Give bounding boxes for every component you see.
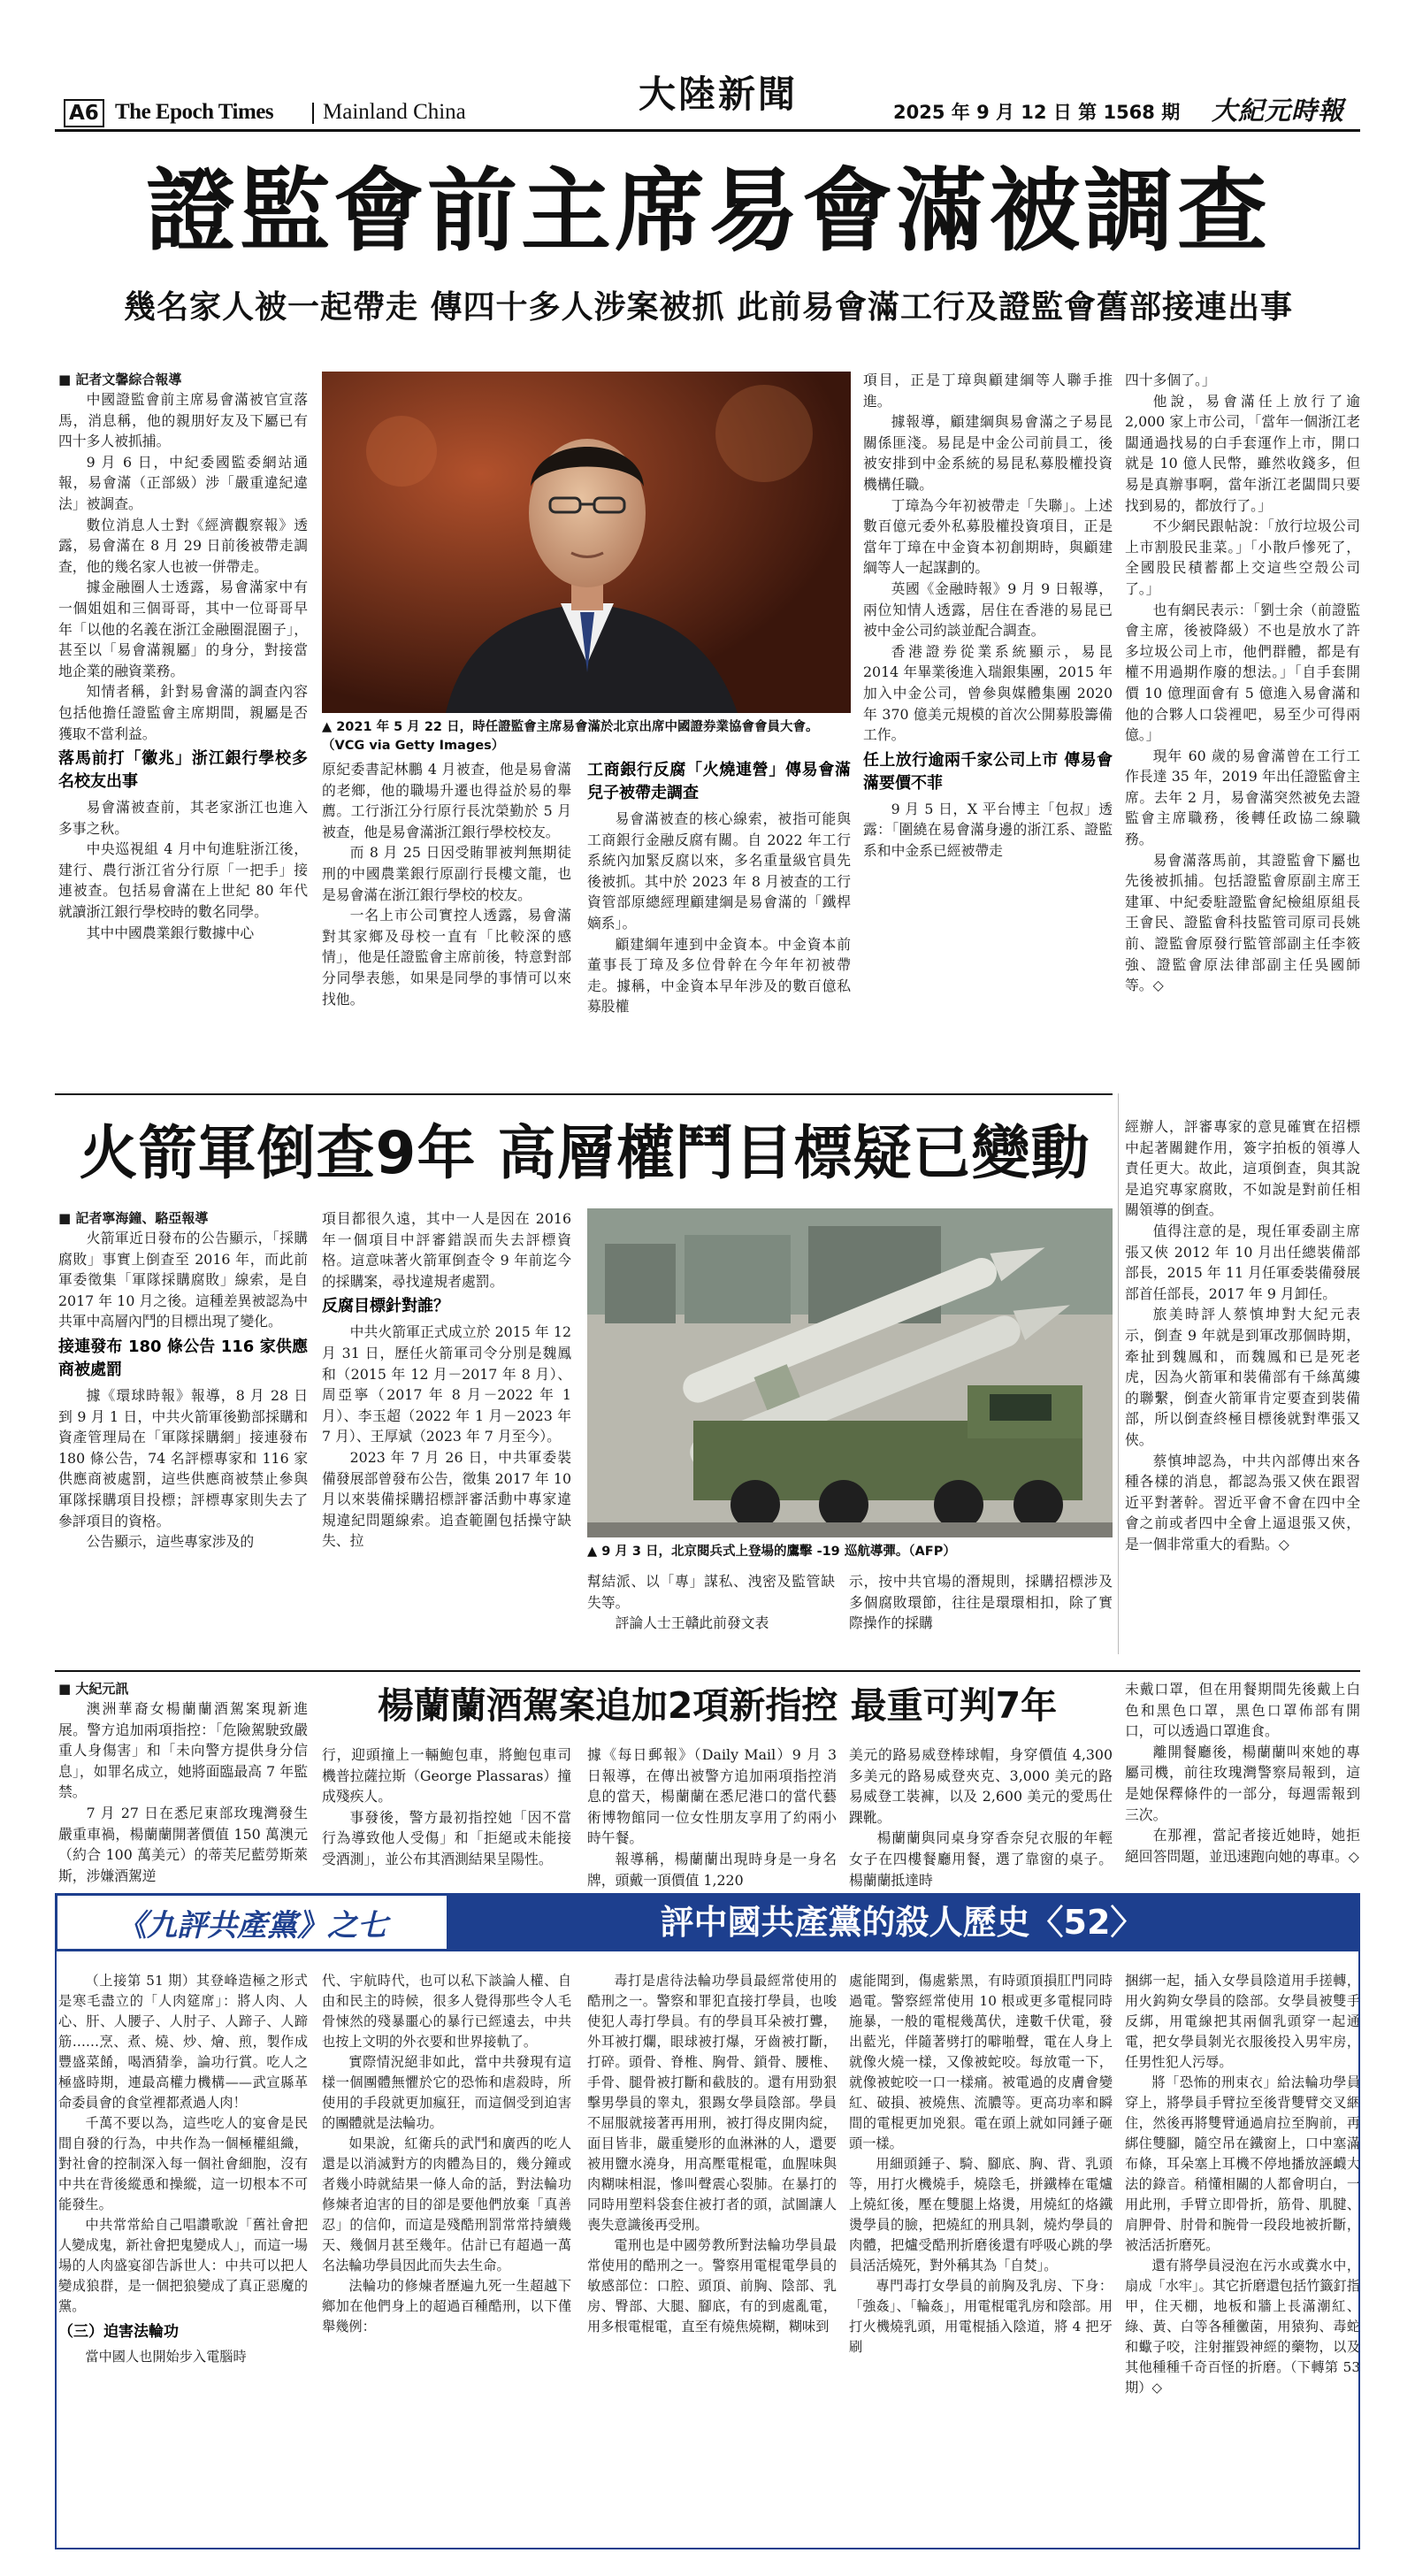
article3-headline: 楊蘭蘭酒駕案追加2項新指控 最重可判7年 xyxy=(377,1684,1058,1727)
section-rule xyxy=(55,1670,1360,1672)
paragraph: 項目都很久遠，其中一人是因在 2016 年一個項目中評審錯誤而失去評標資格。這意味著火箭軍倒查令 9 年前迄今的採購案，尋找違規者處罰。 xyxy=(322,1210,571,1290)
paragraph: 數位消息人士對《經濟觀察報》透露，易會滿在 8 月 29 日前後被帶走調查，他的幾名家人也被一併帶走。 xyxy=(58,516,308,575)
article2-photo-missiles xyxy=(587,1208,1113,1537)
section-title: 大陸新聞 xyxy=(639,73,799,116)
paragraph: 未戴口罩，但在用餐期間先後戴上白色和黑色口罩，黑色口罩佈部有開口，可以透過口罩進食。 xyxy=(1125,1681,1360,1740)
paragraph: 中國證監會前主席易會滿被官宣落馬，消息稱，他的親朋好友及下屬已有四十多人被抓捕。 xyxy=(58,391,308,450)
paragraph: 項目，正是丁璋與顧建綱等人聯手推進。 xyxy=(863,372,1113,410)
paragraph: 澳洲華裔女楊蘭蘭酒駕案現新進展。警方追加兩項指控：「危險駕駛致嚴重人身傷害」和「未向警方提供身分信息」，如罪名成立，她將面臨最高 7 年監禁。 xyxy=(58,1700,308,1801)
paragraph: 楊蘭蘭與同桌身穿香奈兒衣服的年輕女子在四樓餐廳用餐，選了靠窗的桌子。楊蘭蘭抵達時 xyxy=(849,1829,1113,1889)
series-banner xyxy=(55,1893,1360,1951)
paragraph: 經辦人，評審專家的意見確實在招標中起著關鍵作用，簽字拍板的領導人責任更大。故此，這項倒查，與其說是追究專家腐敗，不如說是對前任相關領導的倒查。 xyxy=(1125,1118,1360,1219)
series-title-left: 《九評共產黨》之七 xyxy=(117,1907,387,1944)
paragraph: 不少網民跟帖說：「放行垃圾公司上市割股民韭菜。」「小散戶慘死了，全國股民積蓄都上交這些空殼公司了。」 xyxy=(1125,518,1360,597)
brand-name: The Epoch Times xyxy=(115,100,274,124)
paragraph: 他說，易會滿任上放行了逾 2,000 家上市公司，「當年一個浙江老闆通過找易的白手套運作上市，開口就是 10 億人民幣，雖然收錢多，但易是真辦事啊，當年浙江老闆間只要找到易的，都放行了。」 xyxy=(1125,392,1360,514)
paragraph: 香港證券從業系統顯示，易昆 2014 年畢業後進入瑞銀集團，2015 年加入中金公司，曾參與媒體集團 2020 年 370 億美元規模的首次公開募股籌備工作。 xyxy=(863,642,1113,744)
column-rule-right xyxy=(1118,1093,1119,1654)
article1-subhead: 幾名家人被一起帶走 傳四十多人涉案被抓 此前易會滿工行及證監會舊部接連出事 xyxy=(123,289,1294,326)
article2-headline: 火箭軍倒查9年 高層權鬥目標疑已變動 xyxy=(79,1119,1090,1187)
paragraph: 一名上市公司實控人透露，易會滿對其家鄉及母校一直有「比較深的感情」，他是任證監會主席前後，特意對部分同學表態，如果是同學的事情可以來找他。 xyxy=(322,907,571,1008)
series-box-border xyxy=(55,1951,1360,2549)
issue-date: 2025 年 9 月 12 日 第 1568 期 xyxy=(893,102,1181,123)
paragraph: 而 8 月 25 日因受賄罪被判無期徒刑的中國農業銀行原副行長樓文龍，也是易會滿在浙江銀行學校的校友。 xyxy=(322,844,571,903)
header-rule xyxy=(55,129,1360,132)
paragraph: 捆綁一起，插入女學員陰道用手搓轉，用火鈎夠女學員的陰部。女學員被雙手反綁，用電線把其兩個乳頭穿一起通電，把女學員剝光衣服後投入男牢房，任男性犯人污辱。 xyxy=(1125,1973,1360,2070)
paragraph: 中共火箭軍正式成立於 2015 年 12 月 31 日，歷任火箭軍司令分別是魏鳳和（2015 年 12 月－2017 年 8 月）、周亞寧（2017 年 8 月－2022 年 1 月）、李玉超（2022 年 1 月－2023 年 7 月）、王厚斌（2023 年 7 月至今）。 xyxy=(322,1323,571,1445)
article1-subheading: 落馬前打「徽兆」浙江銀行學校多名校友出事 xyxy=(58,749,308,792)
article2-col5 xyxy=(1125,1116,1360,1660)
paragraph: 顧建綱年連到中金資本。中金資本前董事長丁璋及多位骨幹在今年年初被帶走。據稱，中金資本早年涉及的數百億私募股權 xyxy=(587,935,851,1016)
paragraph: 行，迎頭撞上一輛鮑包車，將鮑包車司機普拉薩拉斯（George Plassaras）撞成殘疾人。 xyxy=(322,1746,571,1806)
article2-subheading: 接連發布 180 條公告 116 家供應商被處罰 xyxy=(58,1337,308,1379)
series-title-right: 評中國共產黨的殺人歷史〈52〉 xyxy=(660,1903,1144,1942)
paragraph: 丁璋為今年初被帶走「失聯」。上述數百億元委外私募股權投資項目，正是當年丁璋在中金資本初創期時，與顧建綱等人一起謀劃的。 xyxy=(863,496,1113,577)
portrait-illustration xyxy=(322,372,851,713)
paragraph: 9 月 6 日，中紀委國監委網站通報，易會滿（正部級）涉「嚴重違紀違法」被調查。 xyxy=(58,453,308,512)
paragraph: 易會滿落馬前，其證監會下屬也先後被抓捕。包括證監會原副主席王建軍、中紀委駐證監會紀檢組原組長王會民、證監會科技監管司原司長姚前、證監會原發行監管部副主任李筱強、證監會原法律部副主任吳國師等。◇ xyxy=(1125,851,1360,994)
page-number: A6 xyxy=(64,99,104,127)
paragraph: 法輪功的修煉者歷遍九死一生超越下鄉加在他們身上的超過百種酷刑，以下僅舉幾例： xyxy=(322,2278,571,2334)
paragraph: 四十多個了。」 xyxy=(1125,372,1216,388)
paragraph: 蔡慎坤認為，中共內部傳出來各種各樣的消息，都認為張又俠在跟習近平對著幹。習近平會不會在四中全會之前或者四中全會上逼退張又俠，是一個非常重大的看點。◇ xyxy=(1125,1452,1360,1552)
paragraph: 當中國人也開始步入電腦時 xyxy=(85,2349,247,2365)
article3-col3 xyxy=(587,1744,837,1889)
paragraph: 其中中國農業銀行數據中心 xyxy=(86,924,255,941)
article1-subheading: 任上放行逾兩千家公司上市 傳易會滿要價不菲 xyxy=(863,750,1113,793)
article3-col4 xyxy=(849,1744,1113,1889)
article2-col2 xyxy=(322,1208,571,1660)
paragraph: 易會滿被查的核心線索，被指可能與工商銀行金融反腐有關。自 2022 年工行系統內加緊反腐以來，多名重量級官員先後被抓。其中於 2023 年 8 月被查的工行資管部原總經理顧建綱是易會滿的「鐵桿嫡系」。 xyxy=(587,810,851,932)
paragraph: 還有將學員浸泡在污水或糞水中，扇成「水牢」。其它折磨還包括竹籤釘指甲，住天棚，地板和牆上長滿潮紅、綠、黃、白等各種黴菌，用猿狗、毒蛇和蠍子咬，注射摧毀神經的藥物，以及其他種種千奇百怪的折磨。（下轉第 53 期）◇ xyxy=(1125,2258,1360,2396)
article1-col4 xyxy=(863,370,1113,1079)
paragraph: 知情者稱，針對易會滿的調查內容包括他擔任證監會主席期間，親屬是否獲取不當利益。 xyxy=(58,683,308,742)
paragraph: 將「恐怖的刑束衣」給法輪功學員穿上，將學員手臂拉至後背雙臂交叉綑住，然後再將雙臂通過肩拉至胸前，再綁住雙腳，隨空吊在鐵窗上，口中塞滿布條，耳朵塞上耳機不停地播放誣衊大法的錄音。稍懂相關的人都會明白，一用此刑，手臂立即骨折，筋骨、肌腱、肩胛骨、肘骨和腕骨一段段地被折斷，被活活折磨死。 xyxy=(1125,2074,1360,2253)
paragraph: 報導稱，楊蘭蘭出現時身是一身名牌，頭戴一頂價值 1,220 xyxy=(587,1850,837,1889)
paragraph: 電刑也是中國勞教所對法輪功學員最常使用的酷刑之一。警察用電棍電學員的敏感部位：口腔、頭頂、前胸、陰部、乳房、臀部、大腿、腳底，有的到處亂電，用多根電棍電，直至有燒焦燒糊，糊味到 xyxy=(587,2237,837,2334)
newspaper-logo: 大紀元時報 xyxy=(1212,96,1345,126)
paragraph: 處能聞到，傷處紫黑，有時頭頂損肛門同時過電。警察經常使用 10 根或更多電棍同時施暴，一般的電棍幾萬伏，達數千伏電，發出藍光，伴隨著劈打的噼啪聲，電在人身上就像火燒一樣，又像被蛇咬。每放電一下，就像被蛇咬一口一樣痛。被電過的皮膚會變紅、破損、被燒焦、流膿等。更高功率和瞬間的電棍更加兇狠。電在頭上就如同錘子砸頭一樣。 xyxy=(849,1973,1113,2151)
series-subheading: （三）迫害法輪功 xyxy=(58,2323,179,2341)
article1-col2 xyxy=(322,759,571,1079)
missile-illustration xyxy=(587,1208,1113,1537)
paragraph: 專門毒打女學員的前胸及乳房、下身：「強姦」、「輪姦」，用電棍電乳房和陰部。用打火機燒乳頭，用電棍插入陰道，將 4 把牙刷 xyxy=(849,2278,1113,2355)
article3-col5 xyxy=(1125,1679,1360,1877)
paragraph: （上接第 51 期）其登峰造極之形式是寒毛盡立的「人肉筵席」：將人肉、人心、肝、人腰子、人肘子、人蹄子、人蹄筋……烹、煮、燒、炒、燴、煎，製作成豐盛菜餚，喝酒猜拳，論功行賞。吃人之極盛時期，連最高權力機構——武宣縣革命委員會的食堂裡都煮過人肉！ xyxy=(58,1973,308,2111)
paragraph: 示，按中共官場的潛規則，採購招標涉及多個腐敗環節，往往是環環相扣，除了實際操作的採購 xyxy=(849,1573,1113,1632)
paragraph: 美元的路易威登棒球帽，身穿價值 4,300 多美元的路易威登夾克、3,000 美元的路易威登工裝褲，以及 2,600 美元的愛馬仕踝靴。 xyxy=(849,1746,1113,1826)
article1-col1 xyxy=(58,370,308,1077)
paragraph: 英國《金融時報》9 月 9 日報導，兩位知情人透露，居住在香港的易昆已被中金公司約談並配合調查。 xyxy=(863,579,1113,640)
paragraph: 據《每日郵報》（Daily Mail）9 月 3 日報導，在傳出被警方追加兩項指控消息的當天，楊蘭蘭在悉尼港口的當代藝術博物館同一位女性朋友享用了約兩小時午餐。 xyxy=(587,1746,837,1847)
paragraph: 原紀委書記林鵬 4 月被查，他是易會滿的老鄉，他的職場升遷也得益於易的舉薦。工行浙江分行原行長沈榮勤於 5 月被查，他是易會滿浙江銀行學校校友。 xyxy=(322,761,571,840)
paragraph: 千萬不要以為，這些吃人的宴會是民間自發的行為，中共作為一個極權組織，對社會的控制深入每一個社會細胞，沒有中共在背後縱恿和操縱，這一切根本不可能發生。 xyxy=(58,2115,308,2212)
paragraph: 如果說，紅衛兵的武鬥和廣西的吃人還是以消滅對方的肉體為目的，幾分鐘或者幾小時就結果一條人命的話，對法輪功修煉者迫害的目的卻是要他們放棄「真善忍」的信仰，而這是殘酷刑罰常常持續幾天、幾個月甚至幾年。估計已有超過一萬名法輪功學員因此而失去生命。 xyxy=(322,2135,571,2273)
paragraph: 中央巡視組 4 月中旬進駐浙江後，建行、農行浙江省分行原「一把手」接連被查。包括易會滿在上世紀 80 年代就讀浙江銀行學校時的數名同學。 xyxy=(58,840,308,921)
article2-photo-caption: ▲ 9 月 3 日，北京閱兵式上登場的鷹擊 -19 巡航導彈。（AFP） xyxy=(587,1545,956,1559)
article3-col2 xyxy=(322,1744,571,1877)
paragraph: 旅美時評人蔡慎坤對大紀元表示，倒查 9 年就是到軍改那個時期，牽扯到魏鳳和，而魏鳳和已是死老虎，因為火箭軍和裝備部有千絲萬縷的聯繫，倒查火箭軍肯定要查到裝備部，所以倒查終極目標後就對準張又俠。 xyxy=(1125,1306,1360,1448)
paragraph: 值得注意的是，現任軍委副主席張又俠 2012 年 10 月出任總裝備部部長，2015 年 11 月任軍委裝備發展部首任部長，2017 年 9 月卸任。 xyxy=(1125,1222,1360,1302)
paragraph: 離開餐廳後，楊蘭蘭叫來她的專屬司機，前往玫瑰灣警察局報到，這是她保釋條件的一部分，每週需報到三次。 xyxy=(1125,1743,1360,1823)
header-divider xyxy=(312,103,314,124)
article1-headline: 證監會前主席易會滿被調查 xyxy=(146,159,1271,264)
paragraph: 幫結派、以「專」謀私、洩密及監管缺失等。 xyxy=(587,1573,835,1611)
paragraph: 實際情況絕非如此，當中共發現有這樣一個團體無懼於它的恐怖和虐殺時，所使用的手段就更加瘋狂，而這個受到迫害的團體就是法輪功。 xyxy=(322,2054,571,2131)
paragraph: 火箭軍近日發布的公告顯示，「採購腐敗」事實上倒查至 2016 年，而此前軍委徵集「軍隊採購腐敗」線索，是自 2017 年 10 月之後。這種差異被認為中共軍中高層內鬥的目標出現了變化。 xyxy=(58,1230,308,1330)
paragraph: 公告顯示，這些專家涉及的 xyxy=(86,1533,255,1551)
paragraph: 據報導，顧建綱與易會滿之子易昆關係匪淺。易昆是中金公司前員工，後被安排到中金系統的易昆私募股權投資機構任職。 xyxy=(863,413,1113,493)
article1-photo-caption: ▲ 2021 年 5 月 22 日，時任證監會主席易會滿於北京出席中國證券業協會會員大會。（VCG via Getty Images） xyxy=(322,720,819,753)
article2-col4 xyxy=(849,1571,1113,1660)
article1-photo-portrait xyxy=(322,372,851,713)
paragraph: 事發後，警方最初指控她「因不當行為導致他人受傷」和「拒絕或未能接受酒測」，並公布其酒測結果呈陽性。 xyxy=(322,1808,571,1867)
series-banner-left xyxy=(57,1896,447,1949)
paragraph: 9 月 5 日，X 平台博主「包叔」透露：「圍繞在易會滿身邊的浙江系、證監系和中金系已經被帶走 xyxy=(863,800,1113,859)
paragraph: 7 月 27 日在悉尼東部玫瑰灣發生嚴重車禍，楊蘭蘭開著價值 150 萬澳元（約合 100 萬美元）的蒂芙尼藍勞斯萊斯，涉嫌酒駕逆 xyxy=(58,1804,308,1884)
paragraph: 代、宇航時代，也可以私下談論人權、自由和民主的時候，很多人覺得那些令人毛骨悚然的殘暴噩心的暴行已經遠去，中共也按上文明的外衣要和世界接軌了。 xyxy=(322,1973,571,2050)
paragraph: 在那裡，當記者接近她時，她拒絕回答問題，並迅速跑向她的專車。◇ xyxy=(1125,1827,1360,1865)
article2-byline: ■ 記者寧海鐘、駱亞報導 xyxy=(58,1210,209,1226)
article3-col1 xyxy=(58,1679,308,1884)
article2-col3 xyxy=(587,1571,835,1660)
paragraph: 2023 年 7 月 26 日，中共軍委裝備發展部曾發布公告，徵集 2017 年 10 月以來裝備採購招標評審活動中專家違規違紀問題線索。追查範圍包括操守缺失、拉 xyxy=(322,1448,571,1550)
paragraph: 據金融圈人士透露，易會滿家中有一個姐姐和三個哥哥，其中一位哥哥早年「以他的名義在浙江金融圈混圈子」，甚至以「易會滿親屬」的身分，對接當地企業的融資業務。 xyxy=(58,579,308,679)
article1-col5 xyxy=(1125,370,1360,1079)
paragraph: 中共常常給自己唱讚歌說「舊社會把人變成鬼，新社會把鬼變成人」，而這一場場的人肉盛宴卻告訴世人：中共可以把人變成狼群，是一個把狼變成了真正惡魔的黨。 xyxy=(58,2217,308,2314)
paragraph: 毒打是虐待法輪功學員最經常使用的酷刑之一。警察和罪犯直接打學員，也唆使犯人毒打學員。有的學員耳朵被打聾，外耳被打爛，眼球被打爆，牙齒被打斷，打碎。頭骨、脊椎、胸骨、鎖骨、腰椎、手骨、腿骨被打斷和截肢的。還有用勁狠擊男學員的睾丸，狠踢女學員陰部。學員不屈服就接著再用刑，被打得皮開肉綻，面目皆非，嚴重變形的血淋淋的人，還要被用鹽水澆身，用高壓電棍電，血腥味與肉糊味相混，慘叫聲震心裂肺。在暴打的同時用塑料袋套住被打者的頭，試圖讓人喪失意識後再受刑。 xyxy=(587,1973,837,2233)
article1-byline: ■ 記者文馨綜合報導 xyxy=(58,372,182,387)
paragraph: 易會滿被查前，其老家浙江也進入多事之秋。 xyxy=(58,799,308,837)
section-rule xyxy=(55,1093,1113,1095)
paragraph: 也有網民表示：「劉士余（前證監會主席，後被降級）不也是放水了許多垃圾公司上市，他們群體，都是有權不用過期作廢的想法。」「自手套開價 10 億理面會有 5 億進入易會滿和他的合夥人口袋裡吧，易至少可得兩億。」 xyxy=(1125,601,1360,744)
article3-byline: ■ 大紀元訊 xyxy=(58,1681,129,1697)
article2-subheading: 反腐目標針對誰？ xyxy=(322,1297,449,1316)
section-english: Mainland China xyxy=(323,100,466,124)
paragraph: 據《環球時報》報導，8 月 28 日到 9 月 1 日，中共火箭軍後勤部採購和資產管理局在「軍隊採購網」接連發布 180 條公告，74 名評標專家和 116 家供應商被處罰，這些供應商被禁止參與軍隊採購項目投標；評標專家則失去了參評項目的資格。 xyxy=(58,1386,308,1530)
paragraph: 現年 60 歲的易會滿曾在工行工作長達 35 年，2019 年出任證監會主席。去年 2 月，易會滿突然被免去證監會主席職務，後轉任政協二線職務。 xyxy=(1125,747,1360,848)
paragraph: 用細頭錘子、騎、腳底、胸、背、乳頭等，用打火機燒手，燒陰毛，拼鐵棒在電爐上燒紅後，壓在雙腿上烙燙，用燒紅的烙鐵燙學員的臉，把燒紅的刑具剝，燒灼學員的肉體，把爐受酷刑折磨後還有呼吸心跳的學員活活燒死，對外稱其為「自焚」。 xyxy=(849,2156,1113,2273)
article1-subheading: 工商銀行反腐「火燒連營」傳易會滿兒子被帶走調查 xyxy=(587,761,851,802)
paragraph: 評論人士王贛此前發文表 xyxy=(615,1614,769,1632)
article1-col3 xyxy=(587,759,851,1079)
article2-col1 xyxy=(58,1208,308,1660)
